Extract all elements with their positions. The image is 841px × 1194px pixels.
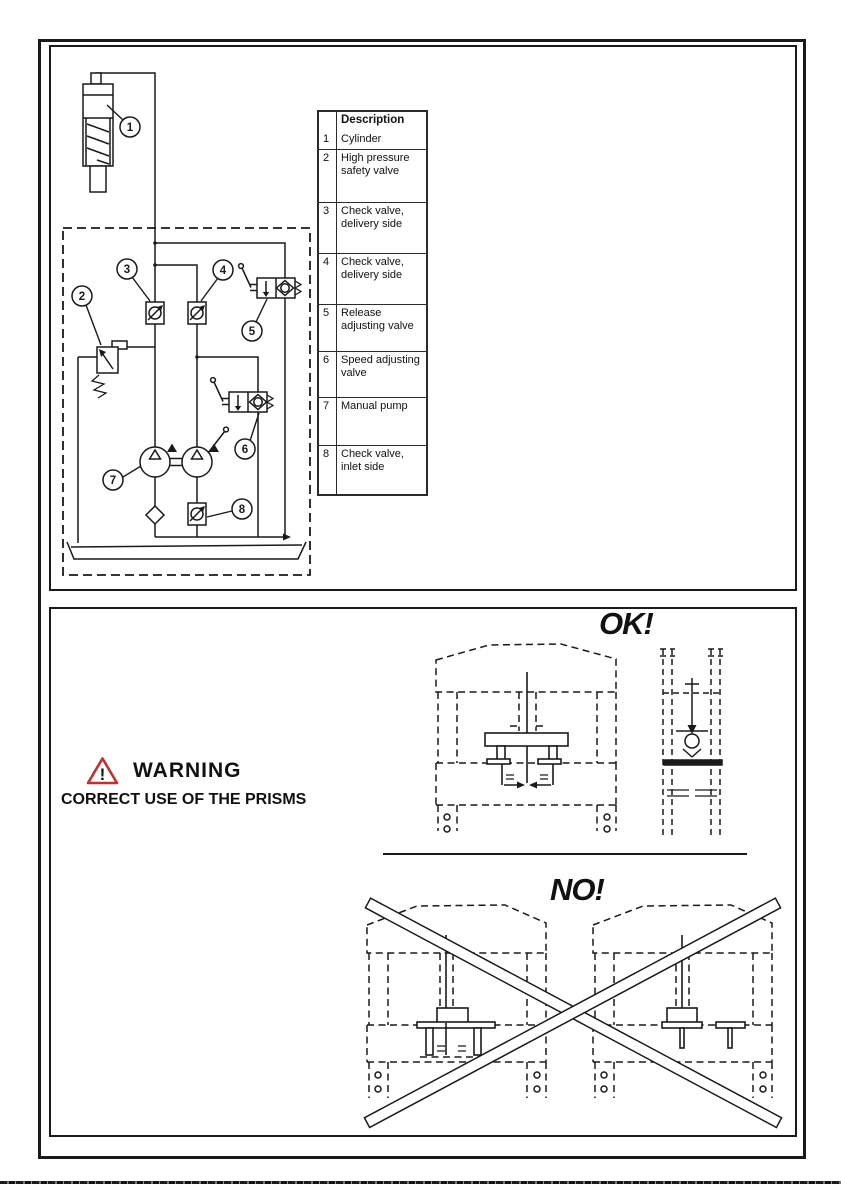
svg-text:2: 2 [78, 291, 86, 303]
table-row [319, 149, 426, 202]
check-valve-8-symbol [188, 503, 206, 525]
cylinder-symbol [83, 73, 113, 192]
svg-text:4: 4 [219, 265, 227, 277]
svg-text:5: 5 [248, 326, 256, 338]
description-table [317, 110, 428, 496]
table-cell-desc: Check valve, delivery side [341, 256, 404, 281]
table-cell-num: 1 [319, 131, 337, 149]
callout-3 [117, 259, 137, 279]
table-cell-num: 3 [319, 203, 337, 253]
ok-label: OK! [599, 606, 653, 641]
table-header-row [319, 112, 426, 131]
table-row [319, 253, 426, 304]
table-row [319, 397, 426, 445]
table-cell-desc: Manual pump [341, 400, 408, 412]
scan-artifact-line [0, 1181, 841, 1184]
table-row [319, 131, 426, 149]
table-cell-desc: Check valve, inlet side [341, 448, 404, 473]
ok-press-front-view [436, 644, 616, 832]
table-cell-num: 8 [319, 446, 337, 494]
callout-1 [120, 117, 140, 137]
table-cell-num: 4 [319, 254, 337, 304]
safety-valve-symbol [92, 341, 127, 398]
table-cell-num: 5 [319, 305, 337, 351]
svg-text:7: 7 [109, 475, 117, 487]
release-valve-symbol [239, 264, 301, 298]
table-cell-desc: Check valve, delivery side [341, 205, 404, 230]
manual-pump-symbol [140, 427, 228, 477]
prohibition-cross [364, 898, 781, 1127]
check-valve-4-symbol [188, 302, 206, 324]
no-label: NO! [550, 872, 604, 907]
table-row [319, 351, 426, 397]
oil-tank-symbol [67, 542, 306, 559]
callout-5 [242, 321, 262, 341]
strainer-diamond-symbol [146, 506, 164, 524]
table-row [319, 304, 426, 351]
callout-8 [232, 499, 252, 519]
ok-press-side-view [660, 649, 723, 838]
table-cell-num: 2 [319, 150, 337, 202]
check-valve-3-symbol [146, 302, 164, 324]
callout-4 [213, 260, 233, 280]
table-cell-num: 7 [319, 398, 337, 445]
speed-valve-symbol [211, 378, 273, 412]
svg-text:1: 1 [126, 122, 134, 134]
callout-2 [72, 286, 92, 306]
table-cell-desc: Release adjusting valve [341, 307, 414, 332]
table-cell-desc: Speed adjusting valve [341, 354, 420, 379]
table-row [319, 202, 426, 253]
callout-6 [235, 439, 255, 459]
table-cell-desc: High pressure safety valve [341, 152, 410, 177]
svg-text:!: ! [99, 765, 106, 784]
svg-text:6: 6 [241, 444, 249, 456]
svg-text:8: 8 [238, 504, 246, 516]
table-cell-num: 6 [319, 352, 337, 397]
table-header-desc-cell: Description [341, 114, 405, 126]
warning-title: WARNING [133, 759, 242, 782]
prism-usage-diagrams [49, 607, 793, 1133]
table-row [319, 445, 426, 494]
callout-7 [103, 470, 123, 490]
table-header-num-cell [319, 112, 337, 131]
svg-text:3: 3 [123, 264, 131, 276]
warning-subtitle: CORRECT USE OF THE PRISMS [61, 791, 307, 808]
description-table-body [319, 131, 426, 494]
table-cell-desc: Cylinder [341, 133, 382, 145]
